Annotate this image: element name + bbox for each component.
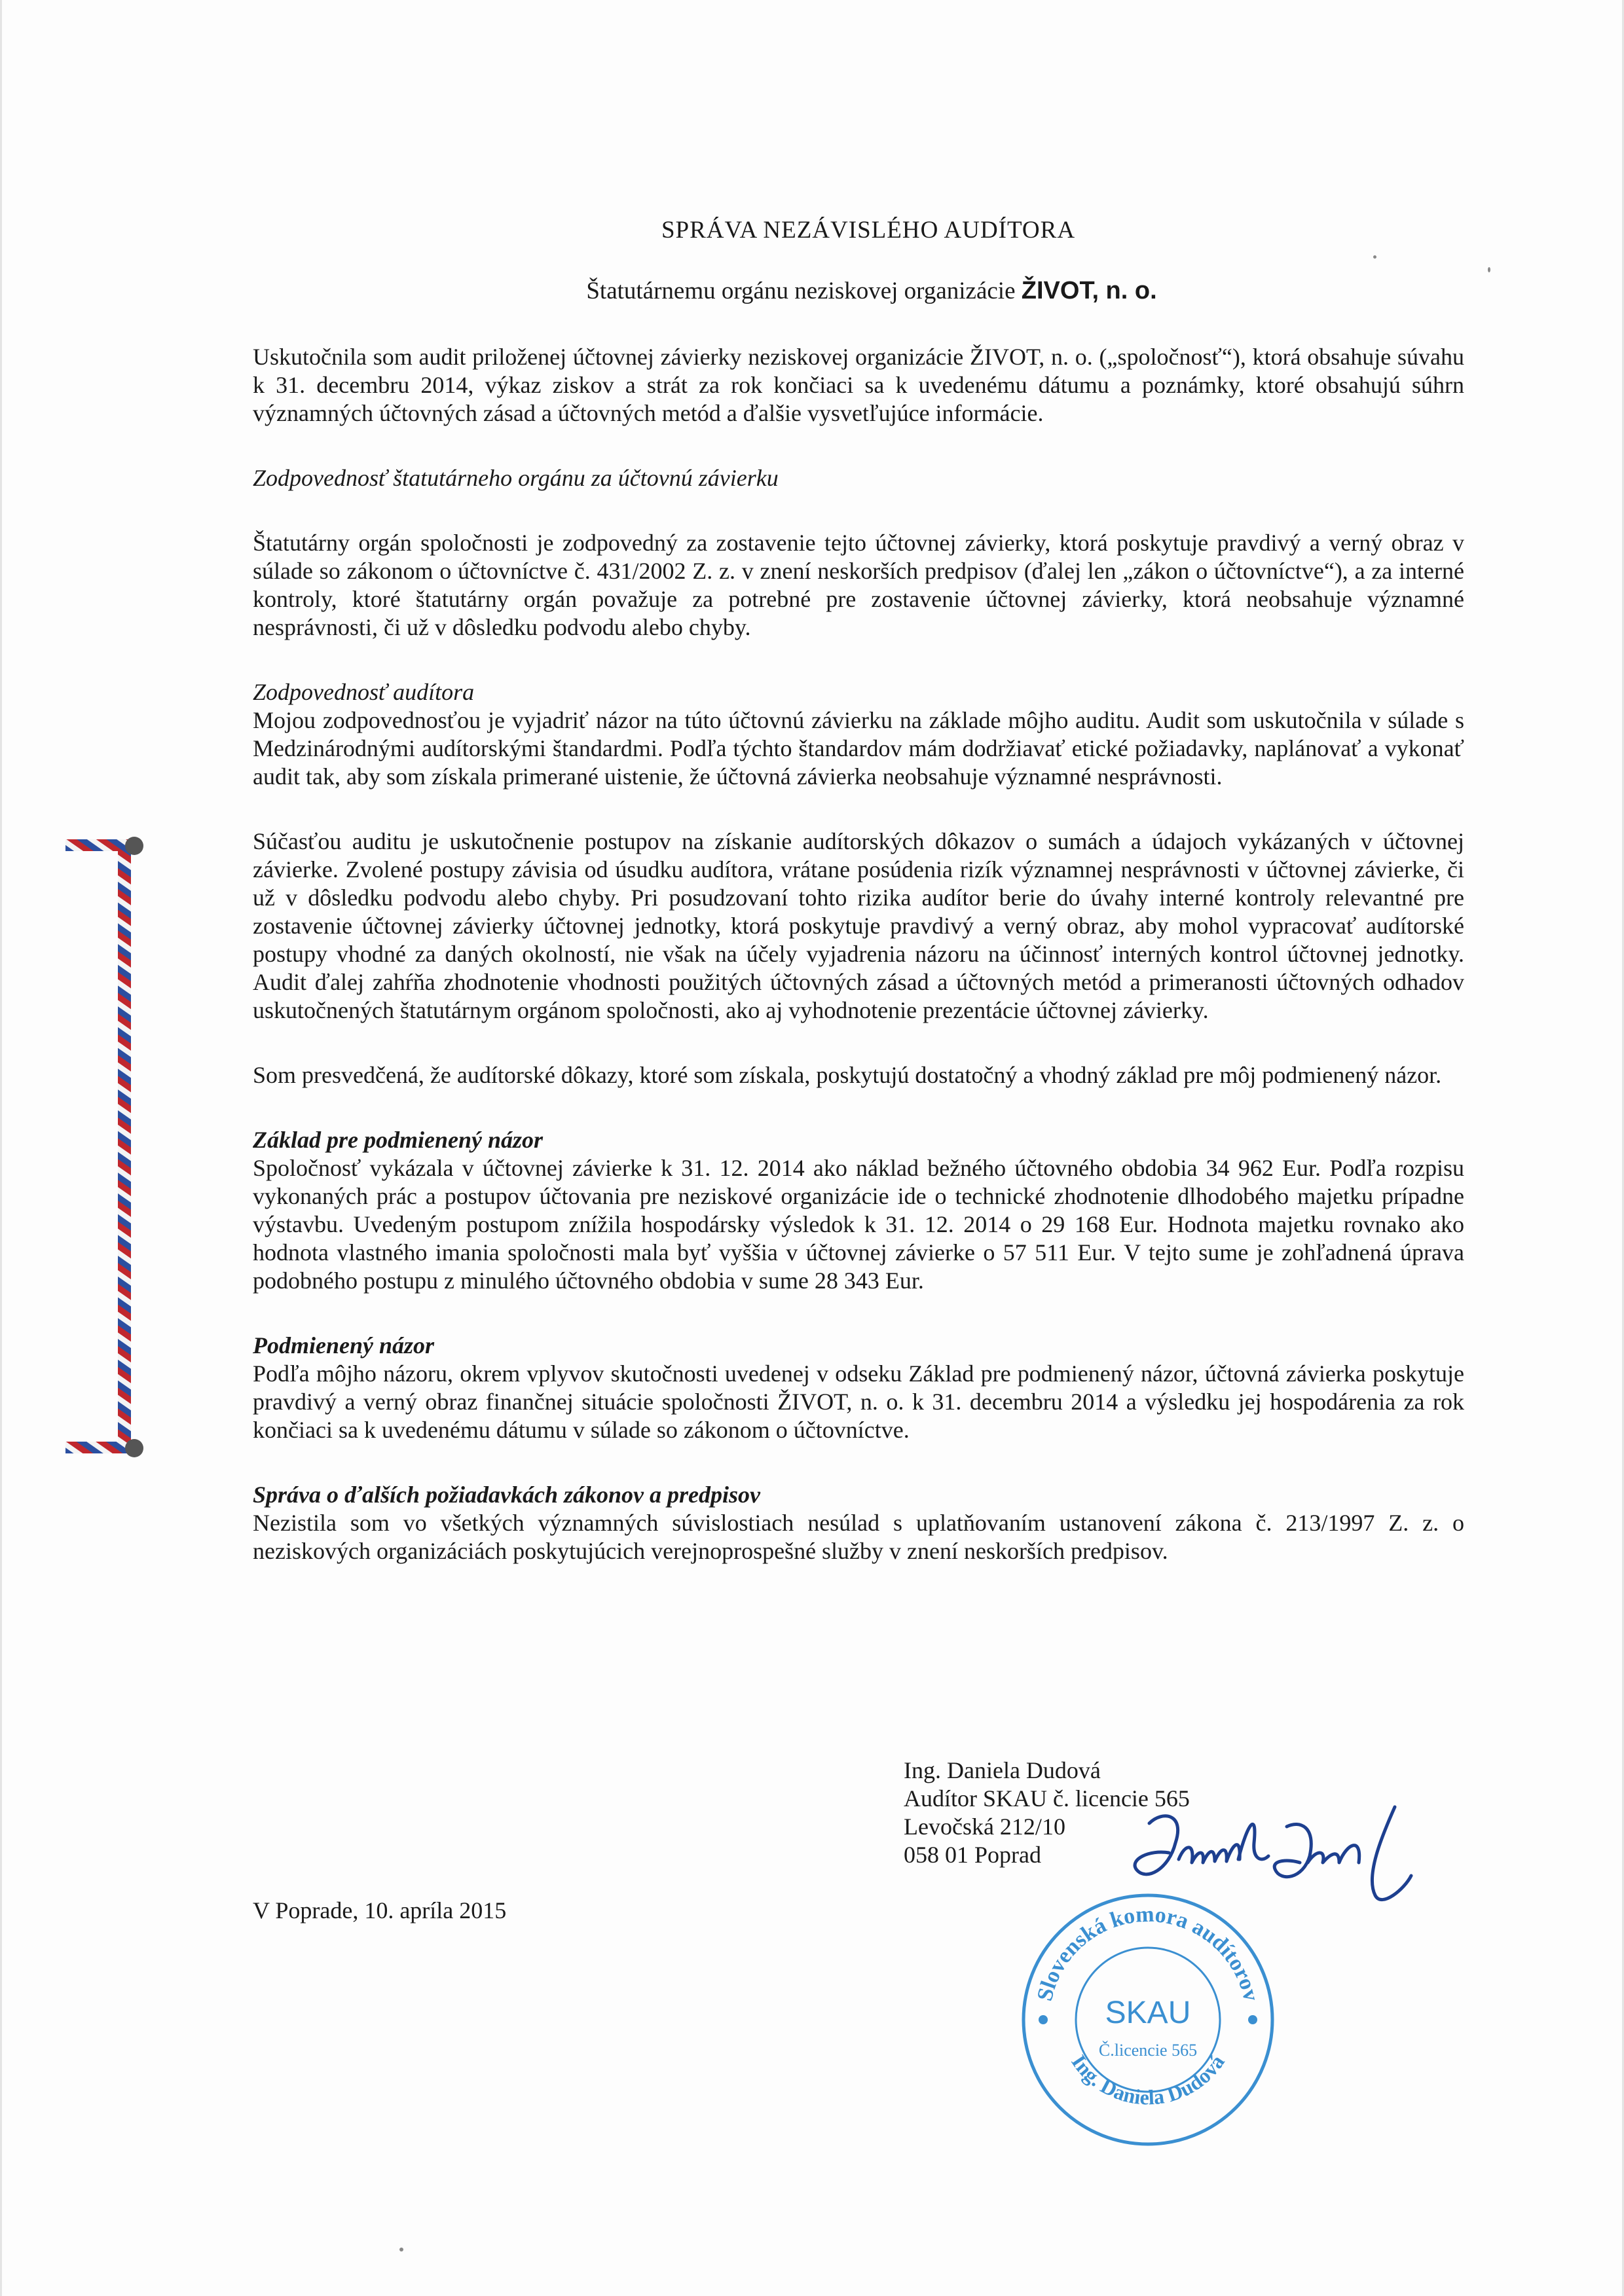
svg-text:Slovenská komora audítorov bbox=[1033, 1903, 1263, 2003]
statutory-heading: Zodpovednosť štatutárneho orgánu za účtovnú závierku bbox=[253, 465, 779, 491]
basis-heading: Základ pre podmienený názor bbox=[253, 1127, 544, 1153]
basis-paragraph: Spoločnosť vykázala v účtovnej závierke k 31. 12. 2014 ako náklad bežného účtovného obdobia 34 962 Eur. Podľa rozpisu vykonaných prác a postupov účtovania pre neziskové organizácie ide o technické zhodnotenie dlhodobého majetku prípadne výstavbu. Uvedeným postupom znížila hospodársky výsledok k 31. 12. 2014 o 29 168 Eur. Hodnota majetku rovnako ako hodnota vlastného imania spoločnosti mala byť vyššia v účtovnej závierke o 57 511 Eur. V tejto sume je zohľadnená úprava podobného postupu z minulého účtovného obdobia v sume 28 343 Eur. bbox=[253, 1155, 1464, 1294]
auditor-paragraph-3: Som presvedčená, že audítorské dôkazy, ktoré som získala, poskytujú dostatočný a vhodný základ pre môj podmienený názor. bbox=[253, 1062, 1442, 1088]
scan-speck bbox=[1373, 255, 1376, 259]
report-title: SPRÁVA NEZÁVISLÉHO AUDÍTORA bbox=[661, 217, 1076, 244]
signatory-street: Levočská 212/10 bbox=[904, 1813, 1065, 1840]
addressee-org: ŽIVOT, n. o. bbox=[1021, 277, 1157, 304]
auditor-paragraph-1: Mojou zodpovednosťou je vyjadriť názor na túto účtovnú závierku na základe môjho auditu. Audit som uskutočnila v súlade s Medzinárodnými audítorskými štandardmi. Podľa týchto štandardov mám dodržiavať etické požiadavky, naplánovať a vykonať audit tak, aby som získala primerané uistenie, že účtovná závierka neobsahuje významné nesprávnosti. bbox=[253, 707, 1464, 790]
addressee-prefix: Štatutárnemu orgánu neziskovej organizácie bbox=[586, 278, 1016, 304]
skau-stamp-icon bbox=[1010, 1882, 1285, 2157]
opinion-paragraph: Podľa môjho názoru, okrem vplyvov skutočnosti uvedenej v odseku Základ pre podmienený názor, účtovná závierka poskytuje pravdivý a verný obraz finančnej situácie spoločnosti ŽIVOT, n. o. k 31. decembru 2014 a výsledku jej hospodárenia za rok končiaci sa k uvedenému dátumu v súlade so zákonom o účtovníctve. bbox=[253, 1360, 1464, 1443]
stamp-center: SKAU bbox=[1105, 1995, 1191, 2030]
signatory-name: Ing. Daniela Dudová bbox=[904, 1757, 1101, 1783]
scan-speck bbox=[399, 2248, 403, 2251]
report-addressee bbox=[253, 277, 1464, 305]
statutory-paragraph: Štatutárny orgán spoločnosti je zodpovedný za zostavenie tejto účtovnej závierky, ktorá poskytuje pravdivý a verný obraz v súlade so zákonom o účtovníctve č. 431/2002 Z. z. v znení neskorších predpisov (ďalej len „zákon o účtovníctve“), a za interné kontroly, ktoré štatutárny orgán považuje za potrebné pre zostavenie účtovnej závierky, ktorá neobsahuje významné nesprávnosti, či už v dôsledku podvodu alebo chyby. bbox=[253, 530, 1464, 640]
stamp-license: Č.licencie 565 bbox=[1098, 2041, 1198, 2060]
other-requirements-paragraph: Nezistila som vo všetkých významných súvislostiach nesúlad s uplatňovaním ustanovení zákona č. 213/1997 Z. z. o neziskových organizáciách poskytujúcich verejnoprospešné služby v znení neskorších predpisov. bbox=[253, 1510, 1464, 1564]
opinion-heading: Podmienený názor bbox=[253, 1332, 435, 1358]
auditor-heading: Zodpovednosť audítora bbox=[253, 679, 475, 705]
signatory-license: Audítor SKAU č. licencie 565 bbox=[904, 1785, 1190, 1812]
scan-speck bbox=[1488, 267, 1490, 272]
stamp-top-arc: Slovenská komora audítorov bbox=[1032, 1902, 1264, 2004]
intro-paragraph: Uskutočnila som audit priloženej účtovnej závierky neziskovej organizácie ŽIVOT, n. o. („spoločnosť“), ktorá obsahuje súvahu k 31. decembru 2014, výkaz ziskov a strát za rok končiaci sa k uvedenému dátumu a poznámky, ktoré obsahujú súhrn významných účtovných zásad a účtovných metód a ďalšie vysvetľujúce informácie. bbox=[253, 344, 1464, 426]
auditor-paragraph-2: Súčasťou auditu je uskutočnenie postupov na získanie audítorských dôkazov o sumách a údajoch vykázaných v účtovnej závierke. Zvolené postupy závisia od úsudku audítora, vrátane posúdenia rizík významnej nesprávnosti v účtovnej závierke, či už v dôsledku podvodu alebo chyby. Pri posudzovaní tohto rizika audítor berie do úvahy interné kontroly relevantné pre zostavenie účtovnej závierky účtovnej jednotky, ktorá poskytuje pravdivý a verný obraz, aby mohol vypracovať audítorské postupy vhodné za daných okolností, nie však na účely vyjadrenia názoru na účinnosť interných kontrol účtovnej jednotky. Audit ďalej zahŕňa zhodnotenie vhodnosti použitých účtovných zásad a účtovných metód a primeranosti účtovných odhadov uskutočnených štatutárnym orgánom spoločnosti, ako aj vyhodnotenie prezentácie účtovnej závierky. bbox=[253, 828, 1464, 1023]
report-body bbox=[253, 216, 1464, 1602]
other-requirements-heading: Správa o ďalších požiadavkách zákonov a predpisov bbox=[253, 1482, 760, 1508]
binding-cord-icon bbox=[65, 831, 164, 1473]
signatory-city: 058 01 Poprad bbox=[904, 1842, 1041, 1868]
stamp-bottom-arc: Ing. Daniela Dudová bbox=[1067, 2050, 1229, 2109]
place-date: V Poprade, 10. apríla 2015 bbox=[253, 1897, 507, 1923]
